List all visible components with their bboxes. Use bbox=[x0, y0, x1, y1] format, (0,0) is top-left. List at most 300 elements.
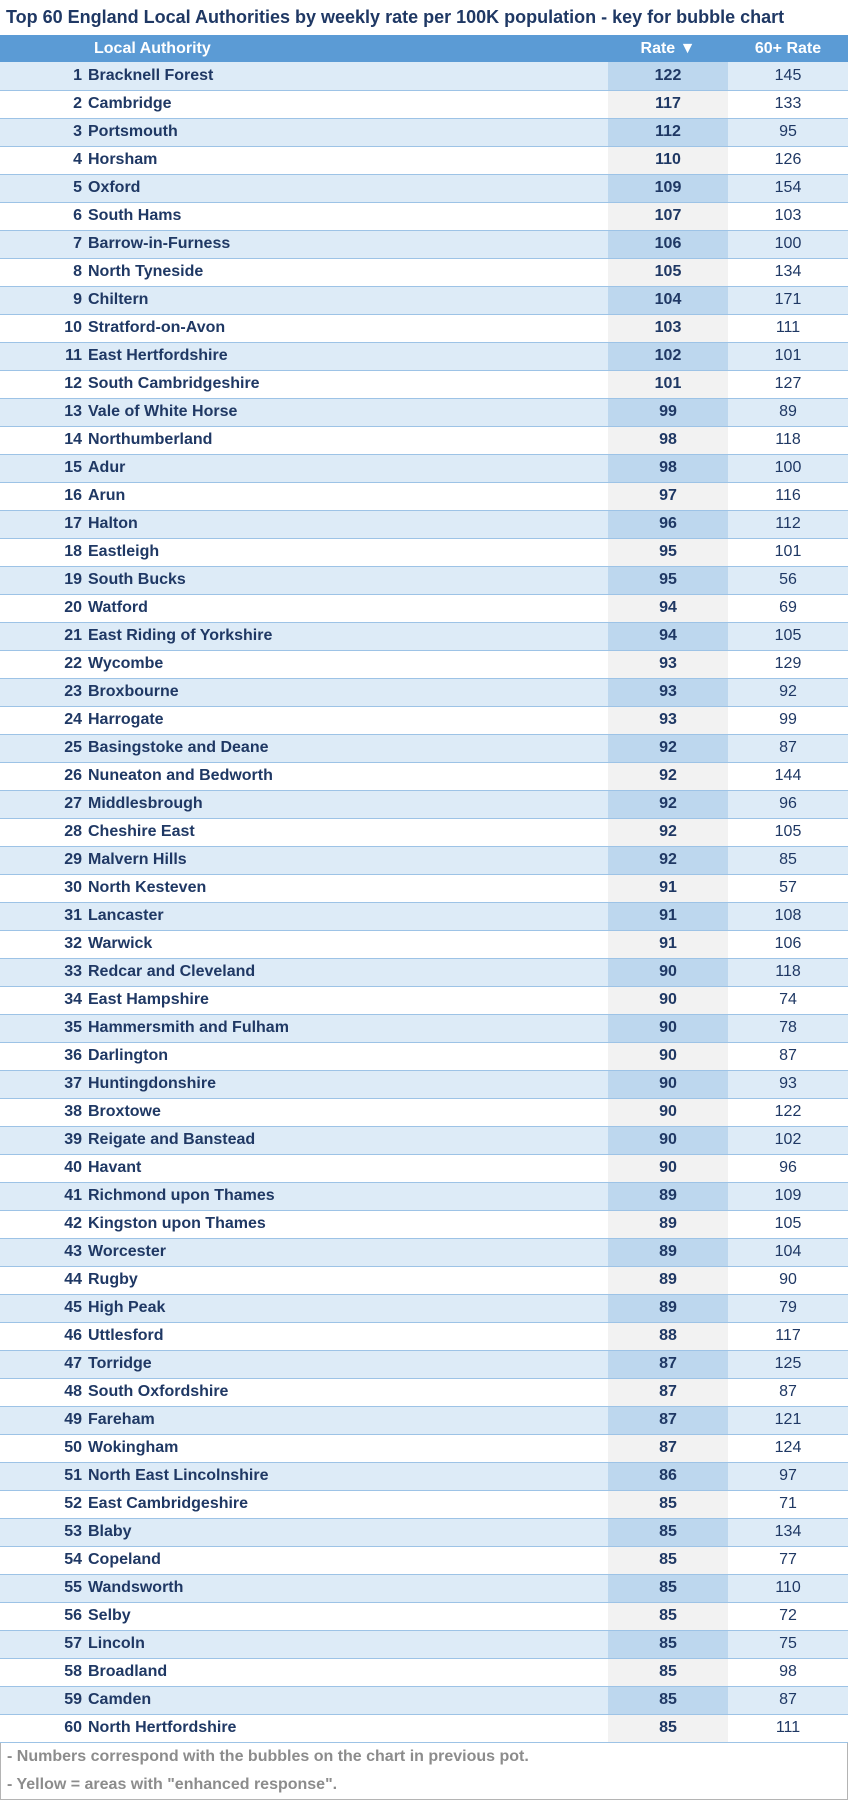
row-rank: 26 bbox=[0, 762, 88, 790]
row-rate: 103 bbox=[608, 314, 728, 342]
table-row bbox=[0, 1266, 848, 1294]
row-sixty-plus-rate: 129 bbox=[728, 650, 848, 678]
row-rank: 34 bbox=[0, 986, 88, 1014]
row-rate: 87 bbox=[608, 1406, 728, 1434]
row-rank: 13 bbox=[0, 398, 88, 426]
row-rank: 1 bbox=[0, 62, 88, 90]
row-local-authority: Basingstoke and Deane bbox=[88, 734, 608, 762]
row-local-authority: Darlington bbox=[88, 1042, 608, 1070]
row-rank: 2 bbox=[0, 90, 88, 118]
authority-table bbox=[0, 35, 848, 1743]
row-sixty-plus-rate: 74 bbox=[728, 986, 848, 1014]
table-row bbox=[0, 1546, 848, 1574]
table-row bbox=[0, 1630, 848, 1658]
row-sixty-plus-rate: 77 bbox=[728, 1546, 848, 1574]
table-row bbox=[0, 1238, 848, 1266]
row-rate: 87 bbox=[608, 1378, 728, 1406]
row-rank: 44 bbox=[0, 1266, 88, 1294]
table-row bbox=[0, 1154, 848, 1182]
row-sixty-plus-rate: 108 bbox=[728, 902, 848, 930]
row-local-authority: Halton bbox=[88, 510, 608, 538]
row-sixty-plus-rate: 87 bbox=[728, 1042, 848, 1070]
row-local-authority: Portsmouth bbox=[88, 118, 608, 146]
row-rank: 22 bbox=[0, 650, 88, 678]
row-rank: 5 bbox=[0, 174, 88, 202]
table-row bbox=[0, 706, 848, 734]
row-sixty-plus-rate: 112 bbox=[728, 510, 848, 538]
row-rank: 25 bbox=[0, 734, 88, 762]
row-rate: 117 bbox=[608, 90, 728, 118]
row-sixty-plus-rate: 97 bbox=[728, 1462, 848, 1490]
row-rate: 95 bbox=[608, 566, 728, 594]
row-local-authority: North Hertfordshire bbox=[88, 1714, 608, 1742]
table-row bbox=[0, 818, 848, 846]
row-rank: 54 bbox=[0, 1546, 88, 1574]
row-rate: 89 bbox=[608, 1210, 728, 1238]
row-rate: 89 bbox=[608, 1294, 728, 1322]
header-rate-sort[interactable]: Rate ▼ bbox=[608, 35, 728, 62]
row-sixty-plus-rate: 127 bbox=[728, 370, 848, 398]
row-rank: 37 bbox=[0, 1070, 88, 1098]
row-sixty-plus-rate: 99 bbox=[728, 706, 848, 734]
table-row bbox=[0, 1126, 848, 1154]
row-rate: 88 bbox=[608, 1322, 728, 1350]
row-rate: 109 bbox=[608, 174, 728, 202]
row-rate: 95 bbox=[608, 538, 728, 566]
row-rank: 50 bbox=[0, 1434, 88, 1462]
row-local-authority: Richmond upon Thames bbox=[88, 1182, 608, 1210]
row-rank: 28 bbox=[0, 818, 88, 846]
row-rate: 92 bbox=[608, 734, 728, 762]
row-rate: 90 bbox=[608, 1042, 728, 1070]
table-row bbox=[0, 734, 848, 762]
row-local-authority: Lancaster bbox=[88, 902, 608, 930]
row-sixty-plus-rate: 111 bbox=[728, 1714, 848, 1742]
table-row bbox=[0, 454, 848, 482]
table-row bbox=[0, 1182, 848, 1210]
row-rank: 31 bbox=[0, 902, 88, 930]
row-rank: 32 bbox=[0, 930, 88, 958]
row-local-authority: Rugby bbox=[88, 1266, 608, 1294]
table-row bbox=[0, 958, 848, 986]
row-local-authority: East Hampshire bbox=[88, 986, 608, 1014]
row-sixty-plus-rate: 118 bbox=[728, 958, 848, 986]
row-local-authority: Worcester bbox=[88, 1238, 608, 1266]
table-row bbox=[0, 118, 848, 146]
row-rank: 35 bbox=[0, 1014, 88, 1042]
row-local-authority: Cambridge bbox=[88, 90, 608, 118]
row-rank: 30 bbox=[0, 874, 88, 902]
row-rank: 42 bbox=[0, 1210, 88, 1238]
row-local-authority: Watford bbox=[88, 594, 608, 622]
row-rank: 56 bbox=[0, 1602, 88, 1630]
row-sixty-plus-rate: 69 bbox=[728, 594, 848, 622]
row-local-authority: North Tyneside bbox=[88, 258, 608, 286]
row-local-authority: Wokingham bbox=[88, 1434, 608, 1462]
row-rank: 41 bbox=[0, 1182, 88, 1210]
row-rate: 87 bbox=[608, 1350, 728, 1378]
row-local-authority: Wandsworth bbox=[88, 1574, 608, 1602]
row-rate: 90 bbox=[608, 1154, 728, 1182]
row-rank: 3 bbox=[0, 118, 88, 146]
row-local-authority: Cheshire East bbox=[88, 818, 608, 846]
table-row bbox=[0, 1714, 848, 1742]
row-local-authority: Harrogate bbox=[88, 706, 608, 734]
row-sixty-plus-rate: 92 bbox=[728, 678, 848, 706]
row-sixty-plus-rate: 79 bbox=[728, 1294, 848, 1322]
header-row bbox=[0, 35, 848, 62]
table-row bbox=[0, 622, 848, 650]
row-rate: 94 bbox=[608, 622, 728, 650]
row-rank: 24 bbox=[0, 706, 88, 734]
row-local-authority: Nuneaton and Bedworth bbox=[88, 762, 608, 790]
table-row bbox=[0, 370, 848, 398]
row-local-authority: Reigate and Banstead bbox=[88, 1126, 608, 1154]
row-local-authority: Fareham bbox=[88, 1406, 608, 1434]
row-rank: 39 bbox=[0, 1126, 88, 1154]
row-sixty-plus-rate: 96 bbox=[728, 1154, 848, 1182]
table-row bbox=[0, 846, 848, 874]
row-sixty-plus-rate: 134 bbox=[728, 1518, 848, 1546]
row-rank: 15 bbox=[0, 454, 88, 482]
row-local-authority: North East Lincolnshire bbox=[88, 1462, 608, 1490]
table-row bbox=[0, 1686, 848, 1714]
table-row bbox=[0, 398, 848, 426]
row-rate: 92 bbox=[608, 762, 728, 790]
row-sixty-plus-rate: 101 bbox=[728, 342, 848, 370]
row-rate: 101 bbox=[608, 370, 728, 398]
row-rank: 21 bbox=[0, 622, 88, 650]
header-local-authority: Local Authority bbox=[88, 35, 608, 62]
row-sixty-plus-rate: 111 bbox=[728, 314, 848, 342]
row-sixty-plus-rate: 117 bbox=[728, 1322, 848, 1350]
table-row bbox=[0, 90, 848, 118]
notes-box bbox=[0, 1743, 848, 1800]
row-local-authority: Middlesbrough bbox=[88, 790, 608, 818]
row-local-authority: South Oxfordshire bbox=[88, 1378, 608, 1406]
row-rate: 89 bbox=[608, 1238, 728, 1266]
row-rate: 89 bbox=[608, 1182, 728, 1210]
row-rate: 90 bbox=[608, 1014, 728, 1042]
table-row bbox=[0, 1378, 848, 1406]
row-rank: 47 bbox=[0, 1350, 88, 1378]
row-rank: 20 bbox=[0, 594, 88, 622]
row-rank: 52 bbox=[0, 1490, 88, 1518]
row-rank: 40 bbox=[0, 1154, 88, 1182]
row-local-authority: Lincoln bbox=[88, 1630, 608, 1658]
row-rate: 91 bbox=[608, 902, 728, 930]
table-row bbox=[0, 1406, 848, 1434]
table-row bbox=[0, 790, 848, 818]
row-rate: 90 bbox=[608, 1098, 728, 1126]
row-rate: 86 bbox=[608, 1462, 728, 1490]
table-row bbox=[0, 874, 848, 902]
row-rate: 92 bbox=[608, 790, 728, 818]
row-sixty-plus-rate: 125 bbox=[728, 1350, 848, 1378]
row-rate: 91 bbox=[608, 874, 728, 902]
row-rank: 57 bbox=[0, 1630, 88, 1658]
table-row bbox=[0, 902, 848, 930]
row-local-authority: North Kesteven bbox=[88, 874, 608, 902]
table-row bbox=[0, 1210, 848, 1238]
row-sixty-plus-rate: 145 bbox=[728, 62, 848, 90]
row-rank: 51 bbox=[0, 1462, 88, 1490]
row-rate: 85 bbox=[608, 1490, 728, 1518]
row-sixty-plus-rate: 105 bbox=[728, 622, 848, 650]
row-rank: 36 bbox=[0, 1042, 88, 1070]
table-row bbox=[0, 1574, 848, 1602]
table-row bbox=[0, 538, 848, 566]
row-sixty-plus-rate: 90 bbox=[728, 1266, 848, 1294]
row-rate: 98 bbox=[608, 454, 728, 482]
row-sixty-plus-rate: 95 bbox=[728, 118, 848, 146]
row-local-authority: Vale of White Horse bbox=[88, 398, 608, 426]
row-rate: 94 bbox=[608, 594, 728, 622]
row-local-authority: South Bucks bbox=[88, 566, 608, 594]
row-rank: 18 bbox=[0, 538, 88, 566]
table-row bbox=[0, 1658, 848, 1686]
row-rate: 85 bbox=[608, 1658, 728, 1686]
row-rank: 6 bbox=[0, 202, 88, 230]
row-rank: 14 bbox=[0, 426, 88, 454]
row-local-authority: East Riding of Yorkshire bbox=[88, 622, 608, 650]
table-row bbox=[0, 286, 848, 314]
row-rank: 23 bbox=[0, 678, 88, 706]
row-local-authority: Camden bbox=[88, 1686, 608, 1714]
row-local-authority: Broxbourne bbox=[88, 678, 608, 706]
row-local-authority: Bracknell Forest bbox=[88, 62, 608, 90]
row-local-authority: East Hertfordshire bbox=[88, 342, 608, 370]
row-rank: 59 bbox=[0, 1686, 88, 1714]
row-rank: 8 bbox=[0, 258, 88, 286]
row-local-authority: Broadland bbox=[88, 1658, 608, 1686]
row-rate: 90 bbox=[608, 1070, 728, 1098]
table-row bbox=[0, 1014, 848, 1042]
row-local-authority: Chiltern bbox=[88, 286, 608, 314]
row-rate: 92 bbox=[608, 846, 728, 874]
table-row bbox=[0, 678, 848, 706]
table-row bbox=[0, 986, 848, 1014]
row-sixty-plus-rate: 89 bbox=[728, 398, 848, 426]
row-sixty-plus-rate: 85 bbox=[728, 846, 848, 874]
row-local-authority: South Cambridgeshire bbox=[88, 370, 608, 398]
row-local-authority: Stratford-on-Avon bbox=[88, 314, 608, 342]
row-rate: 90 bbox=[608, 1126, 728, 1154]
row-sixty-plus-rate: 133 bbox=[728, 90, 848, 118]
row-rank: 48 bbox=[0, 1378, 88, 1406]
row-rate: 105 bbox=[608, 258, 728, 286]
row-rank: 46 bbox=[0, 1322, 88, 1350]
row-rank: 29 bbox=[0, 846, 88, 874]
row-sixty-plus-rate: 98 bbox=[728, 1658, 848, 1686]
table-row bbox=[0, 1490, 848, 1518]
header-sixty-plus-rate: 60+ Rate bbox=[728, 35, 848, 62]
row-rank: 17 bbox=[0, 510, 88, 538]
table-row bbox=[0, 146, 848, 174]
row-local-authority: Copeland bbox=[88, 1546, 608, 1574]
row-sixty-plus-rate: 87 bbox=[728, 1378, 848, 1406]
row-rate: 99 bbox=[608, 398, 728, 426]
row-sixty-plus-rate: 110 bbox=[728, 1574, 848, 1602]
row-local-authority: South Hams bbox=[88, 202, 608, 230]
row-local-authority: Malvern Hills bbox=[88, 846, 608, 874]
row-sixty-plus-rate: 171 bbox=[728, 286, 848, 314]
row-local-authority: Horsham bbox=[88, 146, 608, 174]
row-sixty-plus-rate: 100 bbox=[728, 454, 848, 482]
row-rank: 43 bbox=[0, 1238, 88, 1266]
row-rate: 90 bbox=[608, 986, 728, 1014]
table-row bbox=[0, 1098, 848, 1126]
row-rank: 58 bbox=[0, 1658, 88, 1686]
row-local-authority: Torridge bbox=[88, 1350, 608, 1378]
row-sixty-plus-rate: 121 bbox=[728, 1406, 848, 1434]
table-row bbox=[0, 1070, 848, 1098]
row-rank: 38 bbox=[0, 1098, 88, 1126]
row-sixty-plus-rate: 72 bbox=[728, 1602, 848, 1630]
row-local-authority: Barrow-in-Furness bbox=[88, 230, 608, 258]
row-rank: 12 bbox=[0, 370, 88, 398]
row-sixty-plus-rate: 118 bbox=[728, 426, 848, 454]
row-rate: 85 bbox=[608, 1518, 728, 1546]
row-sixty-plus-rate: 75 bbox=[728, 1630, 848, 1658]
row-sixty-plus-rate: 87 bbox=[728, 1686, 848, 1714]
row-rank: 45 bbox=[0, 1294, 88, 1322]
table-row bbox=[0, 510, 848, 538]
row-sixty-plus-rate: 104 bbox=[728, 1238, 848, 1266]
row-local-authority: Broxtowe bbox=[88, 1098, 608, 1126]
row-sixty-plus-rate: 122 bbox=[728, 1098, 848, 1126]
row-rank: 55 bbox=[0, 1574, 88, 1602]
row-sixty-plus-rate: 103 bbox=[728, 202, 848, 230]
row-sixty-plus-rate: 154 bbox=[728, 174, 848, 202]
row-local-authority: Havant bbox=[88, 1154, 608, 1182]
page-title: Top 60 England Local Authorities by weekly rate per 100K population - key for bubble chart bbox=[6, 7, 785, 27]
row-local-authority: Eastleigh bbox=[88, 538, 608, 566]
row-sixty-plus-rate: 106 bbox=[728, 930, 848, 958]
row-rank: 4 bbox=[0, 146, 88, 174]
table-row bbox=[0, 174, 848, 202]
row-rank: 33 bbox=[0, 958, 88, 986]
note-yellow: - Yellow = areas with "enhanced response". bbox=[7, 1775, 338, 1793]
row-rate: 85 bbox=[608, 1574, 728, 1602]
row-local-authority: Arun bbox=[88, 482, 608, 510]
table-header bbox=[0, 35, 848, 62]
row-sixty-plus-rate: 100 bbox=[728, 230, 848, 258]
row-rate: 110 bbox=[608, 146, 728, 174]
row-rate: 93 bbox=[608, 706, 728, 734]
row-sixty-plus-rate: 57 bbox=[728, 874, 848, 902]
table-row bbox=[0, 1350, 848, 1378]
row-sixty-plus-rate: 96 bbox=[728, 790, 848, 818]
row-sixty-plus-rate: 105 bbox=[728, 818, 848, 846]
row-local-authority: Kingston upon Thames bbox=[88, 1210, 608, 1238]
table-row bbox=[0, 62, 848, 90]
table-row bbox=[0, 482, 848, 510]
row-local-authority: Redcar and Cleveland bbox=[88, 958, 608, 986]
row-rank: 11 bbox=[0, 342, 88, 370]
row-local-authority: High Peak bbox=[88, 1294, 608, 1322]
row-rate: 92 bbox=[608, 818, 728, 846]
table-row bbox=[0, 202, 848, 230]
row-local-authority: Wycombe bbox=[88, 650, 608, 678]
row-local-authority: Hammersmith and Fulham bbox=[88, 1014, 608, 1042]
row-rate: 96 bbox=[608, 510, 728, 538]
table-row bbox=[0, 314, 848, 342]
row-rate: 98 bbox=[608, 426, 728, 454]
table-row bbox=[0, 1462, 848, 1490]
row-rank: 60 bbox=[0, 1714, 88, 1742]
row-sixty-plus-rate: 124 bbox=[728, 1434, 848, 1462]
row-rate: 85 bbox=[608, 1546, 728, 1574]
row-sixty-plus-rate: 78 bbox=[728, 1014, 848, 1042]
row-rate: 90 bbox=[608, 958, 728, 986]
row-rate: 91 bbox=[608, 930, 728, 958]
row-sixty-plus-rate: 105 bbox=[728, 1210, 848, 1238]
row-sixty-plus-rate: 134 bbox=[728, 258, 848, 286]
table-row bbox=[0, 566, 848, 594]
row-rate: 102 bbox=[608, 342, 728, 370]
table-row bbox=[0, 1322, 848, 1350]
table-row bbox=[0, 762, 848, 790]
row-local-authority: Warwick bbox=[88, 930, 608, 958]
row-rate: 89 bbox=[608, 1266, 728, 1294]
row-sixty-plus-rate: 71 bbox=[728, 1490, 848, 1518]
row-rate: 107 bbox=[608, 202, 728, 230]
row-sixty-plus-rate: 101 bbox=[728, 538, 848, 566]
row-rank: 16 bbox=[0, 482, 88, 510]
row-sixty-plus-rate: 109 bbox=[728, 1182, 848, 1210]
table-row bbox=[0, 1294, 848, 1322]
row-rank: 49 bbox=[0, 1406, 88, 1434]
row-sixty-plus-rate: 116 bbox=[728, 482, 848, 510]
row-sixty-plus-rate: 56 bbox=[728, 566, 848, 594]
row-local-authority: Oxford bbox=[88, 174, 608, 202]
row-local-authority: Blaby bbox=[88, 1518, 608, 1546]
row-rate: 85 bbox=[608, 1686, 728, 1714]
table-row bbox=[0, 1434, 848, 1462]
row-local-authority: Huntingdonshire bbox=[88, 1070, 608, 1098]
table-row bbox=[0, 230, 848, 258]
header-rank bbox=[0, 35, 88, 62]
row-local-authority: East Cambridgeshire bbox=[88, 1490, 608, 1518]
table-row bbox=[0, 258, 848, 286]
table-body bbox=[0, 62, 848, 1742]
row-rate: 112 bbox=[608, 118, 728, 146]
row-rate: 85 bbox=[608, 1630, 728, 1658]
table-row bbox=[0, 1602, 848, 1630]
row-local-authority: Adur bbox=[88, 454, 608, 482]
row-rate: 104 bbox=[608, 286, 728, 314]
table-row bbox=[0, 426, 848, 454]
row-local-authority: Uttlesford bbox=[88, 1322, 608, 1350]
row-sixty-plus-rate: 93 bbox=[728, 1070, 848, 1098]
row-sixty-plus-rate: 87 bbox=[728, 734, 848, 762]
row-sixty-plus-rate: 102 bbox=[728, 1126, 848, 1154]
row-sixty-plus-rate: 144 bbox=[728, 762, 848, 790]
table-row bbox=[0, 1042, 848, 1070]
row-rate: 93 bbox=[608, 650, 728, 678]
row-rate: 122 bbox=[608, 62, 728, 90]
row-rank: 10 bbox=[0, 314, 88, 342]
table-row bbox=[0, 650, 848, 678]
row-rank: 9 bbox=[0, 286, 88, 314]
row-rate: 93 bbox=[608, 678, 728, 706]
table-row bbox=[0, 930, 848, 958]
row-rank: 27 bbox=[0, 790, 88, 818]
row-local-authority: Selby bbox=[88, 1602, 608, 1630]
table-row bbox=[0, 342, 848, 370]
row-rate: 87 bbox=[608, 1434, 728, 1462]
